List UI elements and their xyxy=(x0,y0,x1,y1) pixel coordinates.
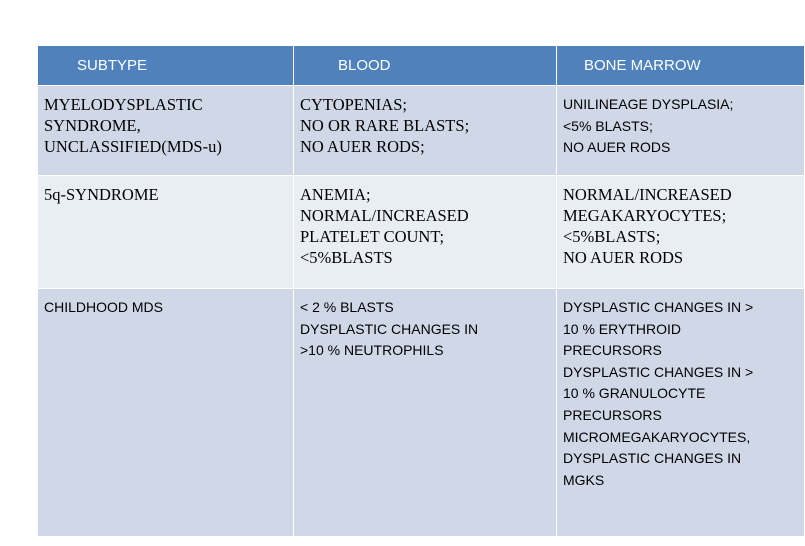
blood-text: ANEMIA; NORMAL/INCREASED PLATELET COUNT; <5%BLASTS xyxy=(300,185,469,267)
subtype-text: CHILDHOOD MDS xyxy=(44,299,164,315)
cell-bone-marrow xyxy=(557,86,805,176)
cell-bone-marrow xyxy=(557,176,805,289)
blood-text: CYTOPENIAS; NO OR RARE BLASTS; NO AUER RODS; xyxy=(300,95,470,156)
header-subtype: SUBTYPE xyxy=(38,46,294,86)
table-row xyxy=(38,289,805,537)
header-bone-marrow: BONE MARROW xyxy=(557,46,805,86)
cell-subtype xyxy=(38,86,294,176)
cell-blood xyxy=(294,86,557,176)
bone-marrow-text: UNILINEAGE DYSPLASIA; <5% BLASTS; NO AUER RODS xyxy=(563,96,734,156)
header-blood: BLOOD xyxy=(294,46,557,86)
bone-marrow-text: NORMAL/INCREASED MEGAKARYOCYTES; <5%BLASTS; NO AUER RODS xyxy=(563,185,732,267)
cell-subtype xyxy=(38,289,294,537)
table-row xyxy=(38,176,805,289)
bone-marrow-text: DYSPLASTIC CHANGES IN > 10 % ERYTHROID PRECURSORS DYSPLASTIC CHANGES IN > 10 % GRANULOCYTE PRECURSORS MICROMEGAKARYOCYTES, DYSPLASTIC CHANGES IN MGKS xyxy=(563,299,754,488)
subtype-text: MYELODYSPLASTIC SYNDROME, UNCLASSIFIED(MDS-u) xyxy=(44,95,222,156)
cell-blood xyxy=(294,289,557,537)
cell-subtype xyxy=(38,176,294,289)
blood-text: < 2 % BLASTS DYSPLASTIC CHANGES IN >10 % NEUTROPHILS xyxy=(300,299,479,359)
subtype-text: 5q-SYNDROME xyxy=(44,185,159,204)
cell-blood xyxy=(294,176,557,289)
cell-bone-marrow xyxy=(557,289,805,537)
table-header-row xyxy=(38,46,805,86)
table-row xyxy=(38,86,805,176)
mds-subtype-table xyxy=(37,45,805,537)
